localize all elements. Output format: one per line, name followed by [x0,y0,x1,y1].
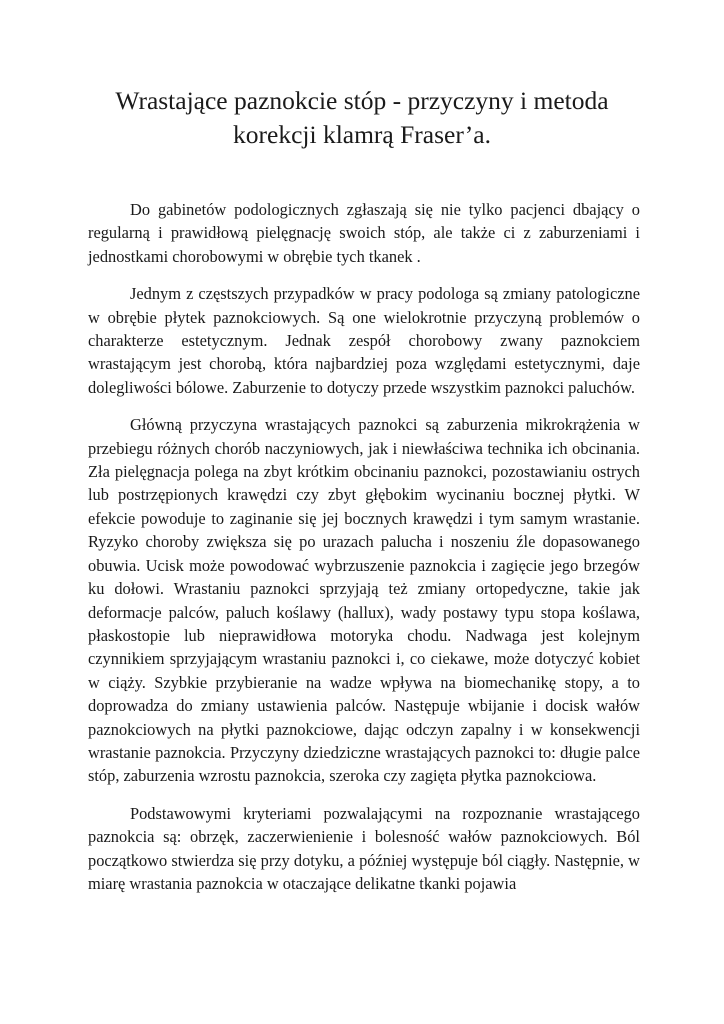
document-title-line-1: Wrastające paznokcie stóp - przyczyny i metoda [115,86,609,115]
paragraph-intro: Do gabinetów podologicznych zgłaszają się nie tylko pacjenci dbający o regularną i prawidłową pielęgnację swoich stóp, ale także ci z zaburzeniami i jednostkami chorobowymi w obrębie tych tkanek . [88,200,640,266]
paragraph-nail-changes: Jednym z częstszych przypadków w pracy podologa są zmiany patologiczne w obrębie płytek paznokciowych. Są one wielokrotnie przyczyną problemów o charakterze estetycznym. Jednak zespół chorobowy zwany paznokciem wrastającym jest chorobą, która najbardziej poza względami estetycznymi, daje dolegliwości bólowe. Zaburzenie to dotyczy przede wszystkim paznokci paluchów. [88,284,640,397]
paragraph-diagnosis: Podstawowymi kryteriami pozwalającymi na rozpoznanie wrastającego paznokcia są: obrzęk, zaczerwienienie i bolesność wałów paznokciowych. Ból początkowo stwierdza się przy dotyku, a później występuje ból ciągły. Następnie, w miarę wrastania paznokcia w otaczające delikatne tkanki pojawia [88,803,640,893]
document-body [88,198,640,895]
document-title [60,84,664,152]
paragraph-causes: Główną przyczyna wrastających paznokci są zaburzenia mikrokrążenia w przebiegu różnych chorób naczyniowych, jak i niewłaściwa technika ich obcinania. Zła pielęgnacja polega na zbyt krótkim obcinaniu paznokci, pozostawianiu ostrych lub postrzępionych krawędzi czy zbyt głębokim wycinaniu bocznej płytki. W efekcie powoduje to zaginanie się jej bocznych krawędzi i tym samym wrastanie. Ryzyko choroby zwiększa się po urazach palucha i noszeniu źle dopasowanego obuwia. Ucisk może powodować wybrzuszenie paznokcia i zagięcie jego brzegów ku dołowi. Wrastaniu paznokci sprzyjają też zmiany ortopedyczne, takie jak deformacje palców, paluch koślawy (hallux), wady postawy typu stopa koślawa, płaskostopie lub nieprawidłowa motoryka chodu. Nadwaga jest kolejnym czynnikiem sprzyjającym wrastaniu paznokci i, co ciekawe, może dotyczyć kobiet w ciąży. Szybkie przybieranie na wadze wpływa na biomechanikę stopy, a to doprowadza do zmiany ustawienia palców. Następuje wbijanie i docisk wałów paznokciowych na płytki paznokciowe, dając odczyn zapalny i w konsekwencji wrastanie paznokcia. Przyczyny dziedziczne wrastających paznokci to: długie palce stóp, zaburzenia wzrostu paznokcia, szeroka czy zagięta płytka paznokciowa. [88,415,640,786]
document-title-line-2: korekcji klamrą Fraser’a. [233,120,491,149]
